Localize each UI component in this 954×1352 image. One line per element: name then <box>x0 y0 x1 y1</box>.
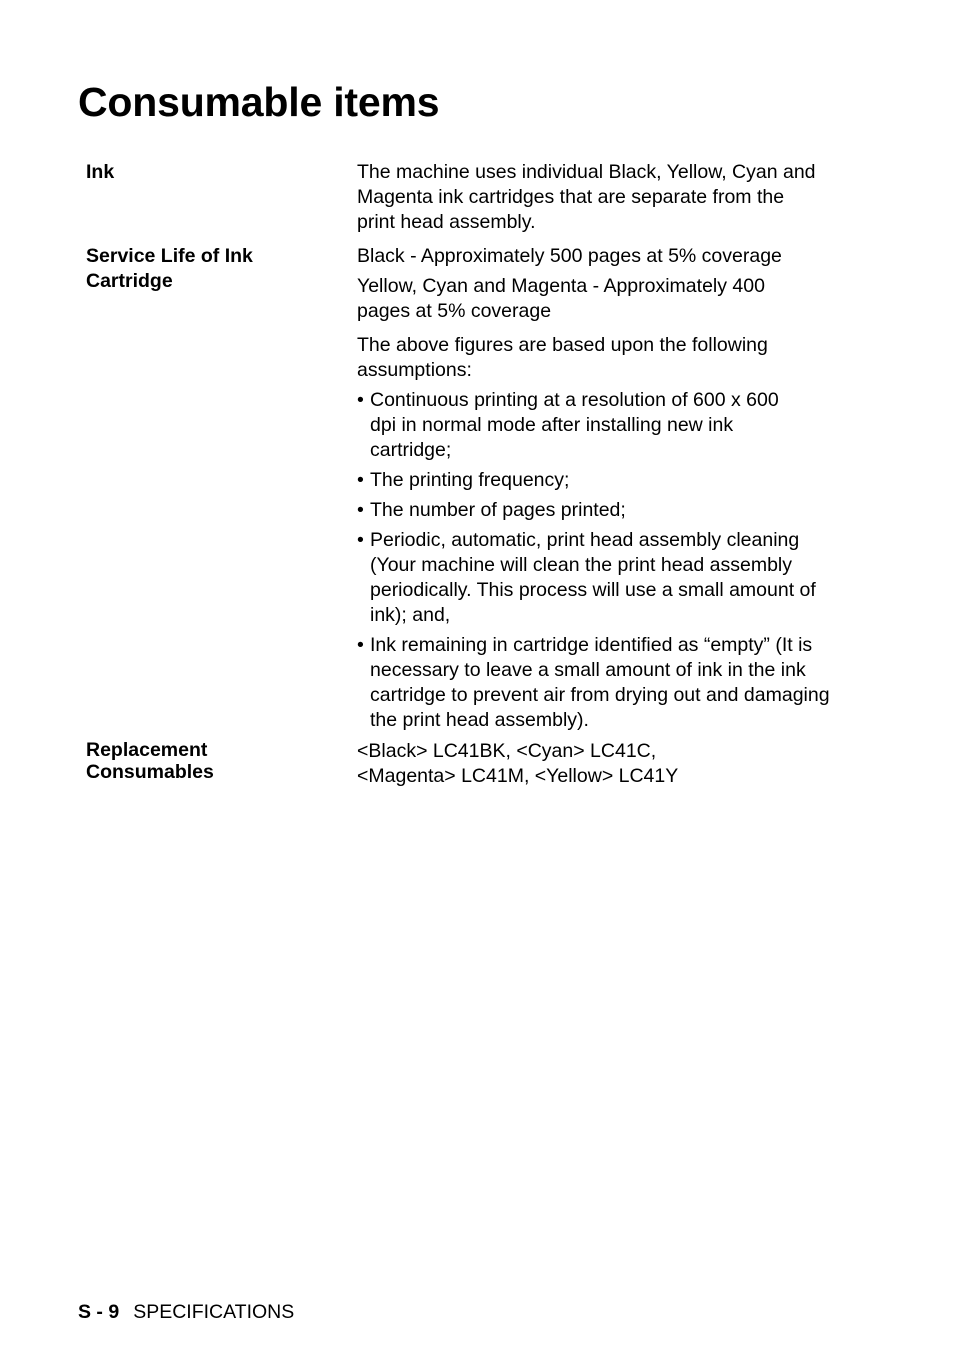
list-item <box>357 468 827 493</box>
spec-label: Replacement Consumables <box>86 739 214 783</box>
spec-text: The above figures are based upon the following assumptions: <box>357 334 768 381</box>
list-item-text: Periodic, automatic, print head assembly cleaning (Your machine will clean the print head assembly periodically. This process will use a small amount of ink); and, <box>370 529 816 626</box>
list-item <box>357 633 830 733</box>
spec-text: <Black> LC41BK, <Cyan> LC41C, <Magenta> LC41M, <Yellow> LC41Y <box>357 740 679 787</box>
bullet-icon: • <box>357 499 364 521</box>
list-item-text: The printing frequency; <box>370 469 570 491</box>
spec-value <box>357 160 827 235</box>
page-footer <box>78 1300 294 1325</box>
spec-text: Yellow, Cyan and Magenta - Approximately 400 pages at 5% coverage <box>357 275 765 322</box>
list-item <box>357 498 827 523</box>
list-item <box>357 528 830 628</box>
bullet-icon: • <box>357 389 364 411</box>
page-title: Consumable items <box>78 79 440 125</box>
section-name: SPECIFICATIONS <box>133 1301 295 1323</box>
list-item-text: Ink remaining in cartridge identified as “empty” (It is necessary to leave a small amount of ink in the ink cartridge to prevent air from drying out and damaging the print head assembly). <box>370 634 830 731</box>
bullet-icon: • <box>357 469 364 491</box>
spec-label: Service Life of Ink Cartridge <box>86 245 253 292</box>
list-item <box>357 388 810 463</box>
assumptions-list <box>357 388 830 733</box>
page-number: S - 9 <box>78 1301 120 1323</box>
spec-value <box>357 244 830 733</box>
spec-value <box>357 739 827 789</box>
bullet-icon: • <box>357 634 364 656</box>
list-item-text: Continuous printing at a resolution of 600 x 600 dpi in normal mode after installing new ink cartridge; <box>370 389 779 461</box>
bullet-icon: • <box>357 529 364 551</box>
spec-label: Ink <box>86 161 115 183</box>
spec-text: The machine uses individual Black, Yellow, Cyan and Magenta ink cartridges that are separate from the print head assembly. <box>357 161 816 233</box>
spec-text: Black - Approximately 500 pages at 5% coverage <box>357 245 782 267</box>
list-item-text: The number of pages printed; <box>370 499 626 521</box>
